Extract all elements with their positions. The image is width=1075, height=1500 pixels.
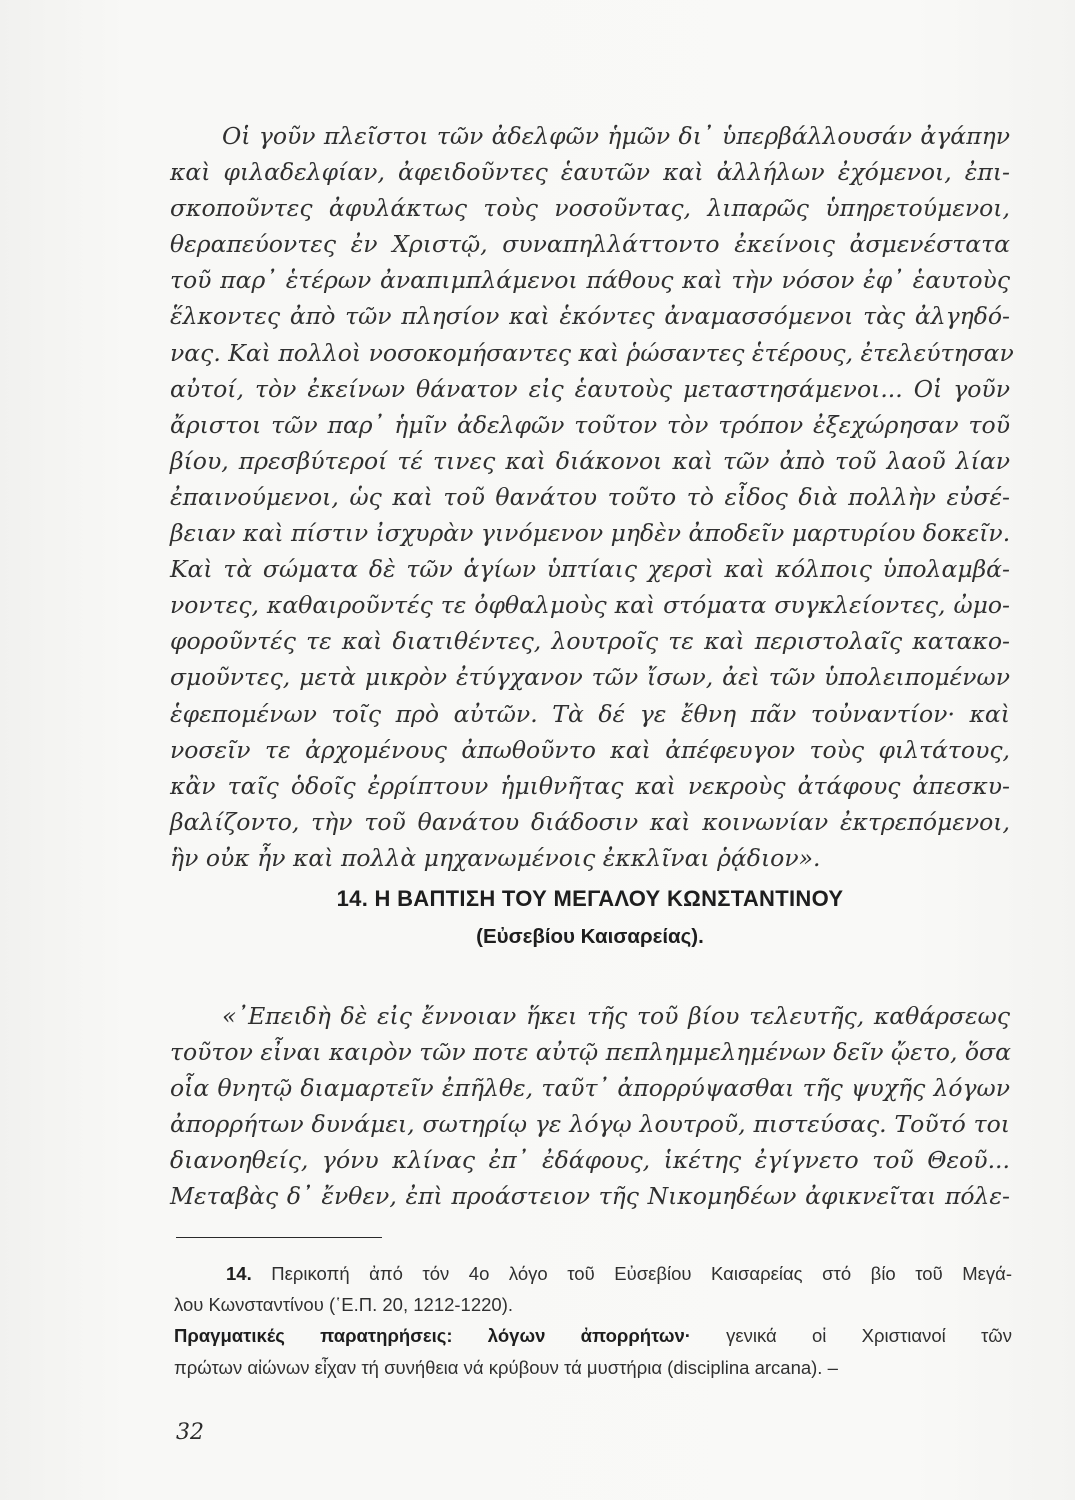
footnote-line: λου Κωνσταντίνου (῾Ε.Π. 20, 1212-1220).	[174, 1294, 514, 1316]
text-line: σκοποῦντες ἀφυλάκτως τοὺς νοσοῦντας, λιπαρῶς ὑπηρετούμενοι,	[170, 194, 1010, 223]
text-line: βειαν καὶ πίστιν ἰσχυρὰν γινόμενον μηδὲν ἀποδεῖν μαρτυρίου δοκεῖν.	[170, 519, 1011, 548]
text-line: ἐπαινούμενοι, ὡς καὶ τοῦ θανάτου τοῦτο τὸ εἶδος διὰ πολλὴν εὐσέ-	[170, 482, 1010, 511]
text-line: ἕλκοντες ἀπὸ τῶν πλησίον καὶ ἑκόντες ἀναμασσόμενοι τὰς ἀλγηδό-	[170, 302, 1010, 331]
footnote-line: πρώτων αἰώνων εἶχαν τή συνήθεια νά κρύβουν τά μυστήρια (disciplina arcana). –	[174, 1356, 838, 1378]
text-line: Οἱ γοῦν πλεῖστοι τῶν ἀδελφῶν ἡμῶν δι᾽ ὑπερβάλλουσάν ἀγάπην	[222, 122, 1010, 150]
text-line: ἄριστοι τῶν παρ᾽ ἡμῖν ἀδελφῶν τοῦτον τὸν τρόπον ἐξεχώρησαν τοῦ	[170, 410, 1010, 439]
text-line: βαλίζοντο, τὴν τοῦ θανάτου διάδοσιν καὶ κοινωνίαν ἐκτρεπόμενοι,	[170, 807, 1010, 836]
text-line: ἀπορρήτων δυνάμει, σωτηρίῳ γε λόγῳ λουτροῦ, πιστεύσας. Τοῦτό τοι	[170, 1110, 1010, 1139]
remark-text: γενικά οἱ Χριστιανοί τῶν	[726, 1325, 1012, 1347]
footnotes	[174, 1258, 1012, 1383]
passage-baptism	[170, 998, 1010, 1215]
text-line: θεραπεύοντες ἐν Χριστῷ, συναπηλλάττοντο ἐκείνοις ἀσμενέστατα	[170, 230, 1010, 259]
footnote-number: 14.	[226, 1263, 252, 1284]
remark-label: Πραγματικές παρατηρήσεις: λόγων ἀπορρήτων·	[174, 1325, 691, 1347]
text-line: νοντες, καθαιροῦντές τε ὀφθαλμοὺς καὶ στόματα συγκλείοντες, ὠμο-	[170, 591, 1010, 620]
text-line: Καὶ τὰ σώματα δὲ τῶν ἁγίων ὑπτίαις χερσὶ καὶ κόλποις ὑπολαμβά-	[170, 555, 1010, 584]
footnote-divider	[176, 1237, 382, 1238]
text-line: «᾽Επειδὴ δὲ εἰς ἔννοιαν ἥκει τῆς τοῦ βίου τελευτῆς, καθάρσεως	[222, 1002, 1010, 1030]
footnote-line	[174, 1320, 1012, 1351]
text-line: νας. Καὶ πολλοὶ νοσοκομήσαντες καὶ ῥώσαντες ἑτέρους, ἐτελεύτησαν	[170, 338, 1014, 367]
text-line: καὶ φιλαδελφίαν, ἀφειδοῦντες ἑαυτῶν καὶ ἀλλήλων ἐχόμενοι, ἐπι-	[170, 158, 1010, 187]
text-line: διανοηθείς, γόνυ κλίνας ἐπ᾽ ἐδάφους, ἱκέτης ἐγίγνετο τοῦ Θεοῦ...	[170, 1146, 1010, 1175]
text-line: φοροῦντές τε καὶ διατιθέντες, λουτροῖς τε καὶ περιστολαῖς κατακο-	[170, 627, 1010, 656]
section-title: 14. Η ΒΑΠΤΙΣΗ ΤΟΥ ΜΕΓΑΛΟΥ ΚΩΝΣΤΑΝΤΙΝΟΥ	[336, 886, 844, 911]
footnote-text: Περικοπή ἀπό τόν 4ο λόγο τοῦ Εὐσεβίου Καισαρείας στό βίο τοῦ Μεγά-	[271, 1263, 1012, 1284]
section-subtitle: (Εὐσεβίου Καισαρείας).	[476, 925, 704, 948]
page-number: 32	[176, 1420, 204, 1445]
text-line: τοῦ παρ᾽ ἑτέρων ἀναπιμπλάμενοι πάθους καὶ τὴν νόσον ἐφ᾽ ἑαυτοὺς	[170, 266, 1010, 295]
text-line: νοσεῖν τε ἀρχομένους ἀπωθοῦντο καὶ ἀπέφευγον τοὺς φιλτάτους,	[170, 735, 1010, 764]
passage-quotation	[170, 118, 1014, 876]
text-line: κἂν ταῖς ὁδοῖς ἐρρίπτουν ἡμιθνῆτας καὶ νεκροὺς ἀτάφους ἀπεσκυ-	[170, 771, 1010, 800]
text-line: σμοῦντες, μετὰ μικρὸν ἐτύγχανον τῶν ἴσων, ἀεὶ τῶν ὑπολειπομένων	[170, 663, 1010, 692]
text-line: ἣν οὐκ ἦν καὶ πολλὰ μηχανωμένοις ἐκκλῖναι ῥᾴδιον».	[170, 843, 821, 872]
text-line: αὐτοί, τὸν ἐκείνων θάνατον εἰς ἑαυτοὺς μεταστησάμενοι... Οἱ γοῦν	[170, 374, 1010, 403]
footnote-line	[174, 1258, 1012, 1289]
text-line: ἑφεπομένων τοῖς πρὸ αὐτῶν. Τὰ δέ γε ἔθνη πᾶν τοὐναντίον· καὶ	[170, 699, 1010, 728]
text-line: βίου, πρεσβύτεροί τέ τινες καὶ διάκονοι καὶ τῶν ἀπὸ τοῦ λαοῦ λίαν	[170, 446, 1010, 475]
text-line: Μεταβὰς δ᾽ ἔνθεν, ἐπὶ προάστειον τῆς Νικομηδέων ἀφικνεῖται πόλε-	[170, 1182, 1010, 1211]
text-line: οἷα θνητῷ διαμαρτεῖν ἐπῆλθε, ταῦτ᾽ ἀπορρύψασθαι τῆς ψυχῆς λόγων	[170, 1074, 1010, 1103]
text-line: τοῦτον εἶναι καιρὸν τῶν ποτε αὐτῷ πεπλημμελημένων δεῖν ᾤετο, ὅσα	[170, 1038, 1011, 1067]
